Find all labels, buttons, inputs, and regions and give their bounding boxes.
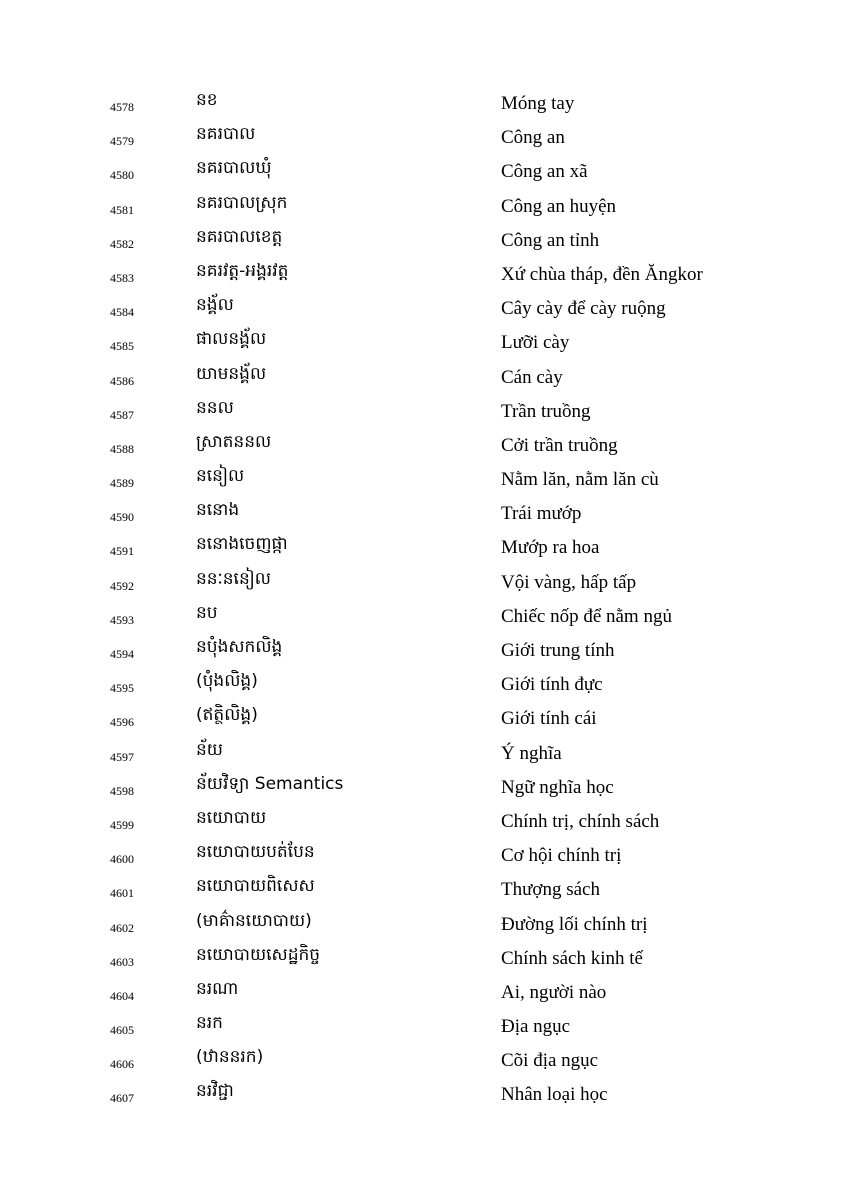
vietnamese-translation: Công an xyxy=(501,127,565,149)
entry-number: 4598 xyxy=(110,783,134,798)
khmer-term: ន័យ xyxy=(196,739,223,760)
vietnamese-translation: Chính trị, chính sách xyxy=(501,810,660,832)
entry-row xyxy=(0,362,848,396)
khmer-term: ន័យវិទ្យា Semantics xyxy=(196,773,344,794)
entry-number: 4597 xyxy=(110,749,134,764)
entry-number: 4584 xyxy=(110,305,134,320)
vietnamese-translation: Ý nghĩa xyxy=(501,742,562,764)
vietnamese-translation: Trái mướp xyxy=(501,503,582,525)
vietnamese-translation: Trần truồng xyxy=(501,400,591,422)
khmer-term: នគរបាល xyxy=(196,124,256,145)
khmer-term: នប xyxy=(196,602,218,623)
entry-number: 4605 xyxy=(110,1023,134,1038)
vietnamese-translation: Cây cày để cày ruộng xyxy=(501,298,666,320)
entry-row xyxy=(0,943,848,977)
entry-number: 4591 xyxy=(110,544,134,559)
entry-list xyxy=(0,88,848,1114)
entry-number: 4585 xyxy=(110,339,134,354)
khmer-term: យាមនង្គ័ល xyxy=(196,363,267,384)
vietnamese-translation: Nằm lăn, nằm lăn cù xyxy=(501,469,659,491)
entry-row xyxy=(0,874,848,908)
khmer-term: (មាគ៌ានយោបាយ) xyxy=(196,910,312,931)
khmer-term: នរក xyxy=(196,1013,223,1034)
vietnamese-translation: Giới trung tính xyxy=(501,640,615,661)
entry-row xyxy=(0,122,848,156)
entry-row xyxy=(0,430,848,464)
vietnamese-translation: Địa ngục xyxy=(501,1016,571,1038)
entry-row xyxy=(0,464,848,498)
vietnamese-translation: Cán cày xyxy=(501,366,563,388)
khmer-term: នគរវត្ត-អង្គរវត្ត xyxy=(196,260,289,281)
vietnamese-translation: Công an tỉnh xyxy=(501,229,600,251)
entry-number: 4580 xyxy=(110,168,134,183)
entry-row xyxy=(0,156,848,190)
entry-number: 4590 xyxy=(110,510,134,525)
khmer-term: (ឥត្ថិលិង្គ) xyxy=(196,705,258,726)
entry-number: 4604 xyxy=(110,988,134,1003)
vietnamese-translation: Nhân loại học xyxy=(501,1084,608,1106)
entry-row xyxy=(0,191,848,225)
entry-row xyxy=(0,909,848,943)
entry-number: 4594 xyxy=(110,647,134,661)
entry-number: 4600 xyxy=(110,852,134,867)
entry-row xyxy=(0,772,848,806)
khmer-term: ននោងចេញផ្កា xyxy=(196,534,288,555)
entry-number: 4587 xyxy=(110,407,134,422)
entry-number: 4602 xyxy=(110,920,134,935)
entry-row xyxy=(0,669,848,703)
vietnamese-translation: Giới tính đực xyxy=(501,674,603,696)
entry-row xyxy=(0,567,848,601)
entry-row xyxy=(0,396,848,430)
khmer-term: (ឋាននរក) xyxy=(196,1047,264,1068)
khmer-term: ននៈននៀល xyxy=(196,568,271,589)
khmer-term: នយោបាយសេដ្ឋកិច្ច xyxy=(196,944,321,965)
vietnamese-translation: Ngữ nghĩa học xyxy=(501,776,614,798)
vietnamese-translation: Xứ chùa tháp, đền Ăngkor xyxy=(501,263,703,285)
entry-number: 4603 xyxy=(110,954,134,969)
vietnamese-translation: Cõi địa ngục xyxy=(501,1050,599,1072)
entry-number: 4582 xyxy=(110,236,134,251)
entry-row xyxy=(0,225,848,259)
entry-number: 4599 xyxy=(110,817,134,832)
vietnamese-translation: Công an huyện xyxy=(501,195,617,217)
khmer-term: (បុំងលិង្គ) xyxy=(196,671,258,692)
vietnamese-translation: Chiếc nốp để nằm ngủ xyxy=(501,605,672,627)
entry-row xyxy=(0,1045,848,1079)
khmer-term: ននល xyxy=(196,397,234,418)
vietnamese-translation: Công an xã xyxy=(501,161,588,183)
khmer-term: នរវិជ្ជា xyxy=(196,1081,234,1102)
entry-number: 4583 xyxy=(110,270,134,285)
entry-number: 4578 xyxy=(110,100,134,114)
khmer-term: នខ xyxy=(196,90,218,110)
khmer-term: ស្រាតននល xyxy=(196,431,272,452)
entry-number: 4601 xyxy=(110,886,134,901)
entry-number: 4596 xyxy=(110,715,134,730)
entry-number: 4586 xyxy=(110,373,134,388)
entry-row xyxy=(0,635,848,669)
entry-row xyxy=(0,703,848,737)
entry-row xyxy=(0,1011,848,1045)
vietnamese-translation: Ai, người nào xyxy=(501,981,607,1003)
entry-row xyxy=(0,1079,848,1113)
vietnamese-translation: Cởi trần truồng xyxy=(501,434,618,456)
khmer-term: ននោង xyxy=(196,500,240,521)
khmer-term: នយោបាយពិសេស xyxy=(196,876,315,897)
khmer-term: ននៀល xyxy=(196,466,245,487)
vietnamese-translation: Thượng sách xyxy=(501,879,600,901)
entry-row xyxy=(0,806,848,840)
entry-number: 4581 xyxy=(110,202,134,217)
khmer-term: នរណា xyxy=(196,978,239,999)
entry-number: 4595 xyxy=(110,681,134,696)
entry-row xyxy=(0,293,848,327)
vietnamese-translation: Giới tính cái xyxy=(501,708,597,730)
vietnamese-translation: Móng tay xyxy=(501,93,575,114)
khmer-term: នគរបាលស្រុក xyxy=(196,192,288,213)
entry-number: 4593 xyxy=(110,612,134,627)
entry-row xyxy=(0,327,848,361)
vietnamese-translation: Cơ hội chính trị xyxy=(501,845,622,867)
khmer-term: នបុំងសកលិង្គ xyxy=(196,637,283,657)
entry-row xyxy=(0,88,848,122)
entry-number: 4589 xyxy=(110,476,134,491)
vietnamese-translation: Vội vàng, hấp tấp xyxy=(501,571,637,593)
vietnamese-translation: Mướp ra hoa xyxy=(501,537,600,559)
entry-row xyxy=(0,738,848,772)
entry-row xyxy=(0,498,848,532)
entry-row xyxy=(0,977,848,1011)
entry-number: 4579 xyxy=(110,134,134,149)
khmer-term: ផាលនង្គ័ល xyxy=(196,329,267,350)
entry-number: 4607 xyxy=(110,1091,134,1106)
khmer-term: នយោបាយបត់បែន xyxy=(196,842,315,863)
vietnamese-translation: Chính sách kinh tế xyxy=(501,947,643,969)
khmer-term: នគរបាលឃុំ xyxy=(196,158,272,179)
vietnamese-translation: Đường lối chính trị xyxy=(501,913,648,935)
entry-row xyxy=(0,840,848,874)
entry-number: 4592 xyxy=(110,578,134,593)
entry-number: 4588 xyxy=(110,441,134,456)
entry-number: 4606 xyxy=(110,1057,134,1072)
khmer-term: នគរបាលខេត្ត xyxy=(196,226,283,247)
entry-row xyxy=(0,532,848,566)
khmer-term: នង្គ័ល xyxy=(196,295,234,316)
entry-row xyxy=(0,601,848,635)
khmer-term: នយោបាយ xyxy=(196,807,267,828)
vietnamese-translation: Lưỡi cày xyxy=(501,332,570,354)
entry-row xyxy=(0,259,848,293)
